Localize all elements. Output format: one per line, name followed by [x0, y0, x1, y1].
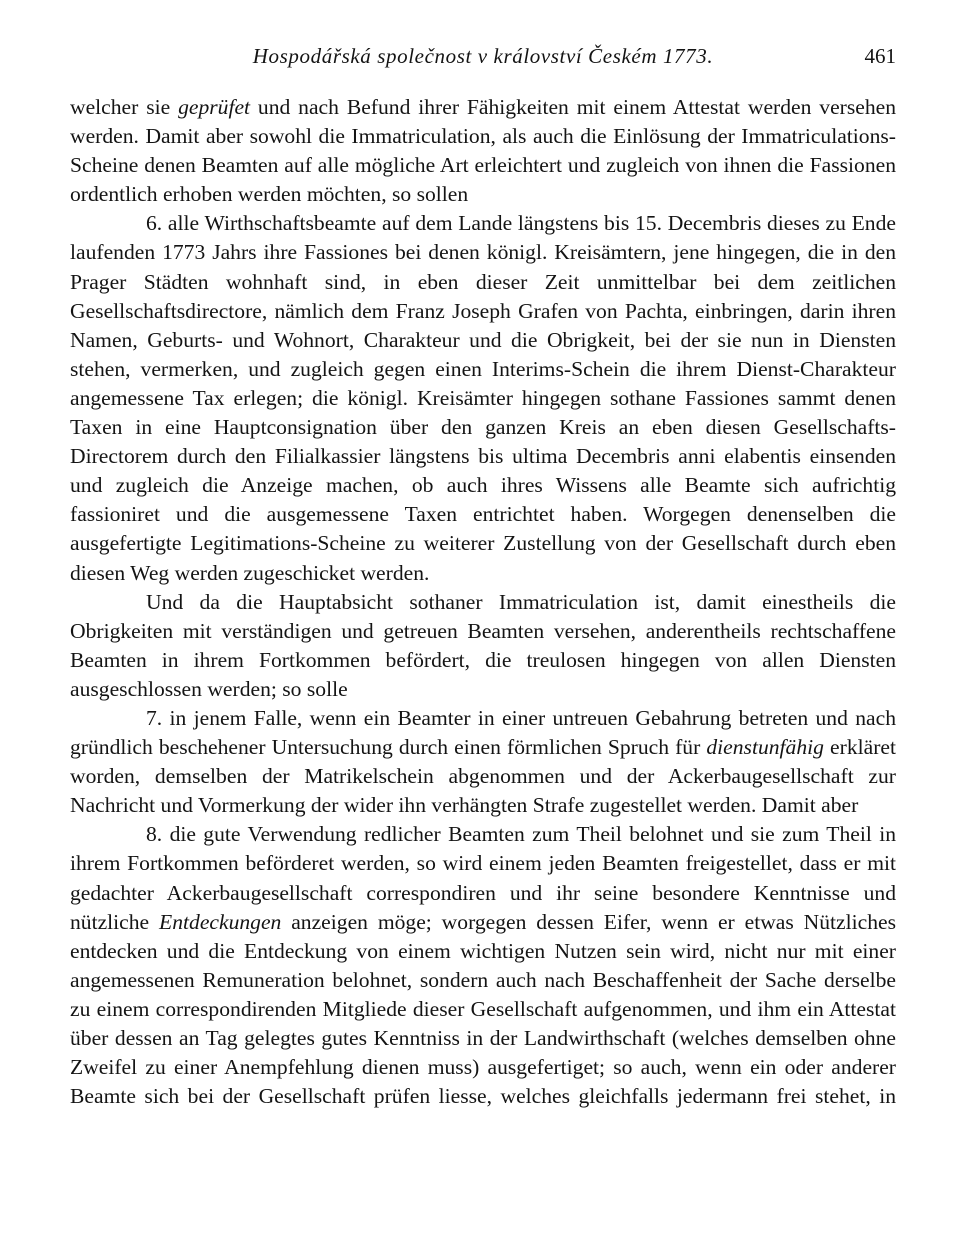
text-run: 7. in jenem Falle, wenn ein Beamter in einer untreuen Gebahrung betreten und nach gründlich beschehener Untersuchung durch einen förmlichen Spruch für: [70, 705, 896, 760]
text-run: 8. die gute Verwendung redlicher Beamten zum Theil belohnet und sie zum Theil in ihrem Fortkommen beförderet werden, so wird einem jeden Beamten freigestellet, dass er mit gedachter Ackerbaugesellschaft correspondiren und ihr seine besondere Kenntnisse und nützliche: [70, 822, 896, 934]
emphasis: Entdeckungen: [159, 909, 282, 934]
text-run: und nach Befund ihrer Fähigkeiten mit einem Attestat werden versehen werden. Damit aber sowohl die Immatriculation, als auch die Einlösung der Immatriculations-Scheine denen Beamten auf alle mögliche Art erleichtert und zugleich von ihnen die Fassionen ordentlich erhoben werden möchten, so sollen: [70, 95, 897, 207]
running-head: [70, 44, 896, 74]
text-run: anzeigen möge; worgegen dessen Eifer, wenn er etwas Nützliches entdecken und die Entdeckung von einem wichtigen Nutzen sein wird, nicht nur mit einer angemessenen Remuneration belohnet, sondern auch nach Beschaffenheit der Sache derselbe zu einem correspondirenden Mitgliede dieser Gesellschaft aufgenommen, und ihm ein Attestat über dessen an Tag gelegtes gutes Kenntniss in der Landwirthschaft (welches demselben ohne Zweifel zu einer Anempfehlung dienen muss) ausgefertiget; so auch, wenn ein oder anderer Beamte sich bei der Gesellschaft prüfen liesse, welches gleichfalls jedermann frei stehet, in: [70, 909, 897, 1109]
paragraph-und-da: Und da die Hauptabsicht sothaner Immatriculation ist, damit einestheils die Obrigkeiten mit verständigen und getreuen Beamten versehen, anderentheils rechtschaffene Beamten in ihrem Fortkommen befördert, die treulosen hingegen von allen Diensten ausgeschlossen werden; so solle: [70, 589, 896, 701]
emphasis: geprüfet: [178, 95, 251, 119]
page-number: 461: [864, 44, 896, 68]
running-title: Hospodářská společnost v království Českém 1773.: [252, 44, 714, 68]
paragraph-continuation: [70, 93, 896, 209]
paragraph-item-7: [70, 704, 896, 820]
body-text: [70, 93, 896, 1111]
text-run: welcher sie: [70, 95, 179, 119]
emphasis: dienstunfähig: [706, 735, 824, 760]
text-run: erkläret worden, demselben der Matrikelschein abgenommen und der Ackerbaugesellschaft zur Nachricht und Vormerkung der wider ihn verhängten Strafe zugestellet werden. Damit aber: [70, 735, 896, 818]
paragraph-item-6: 6. alle Wirthschaftsbeamte auf dem Lande längstens bis 15. Decembris dieses zu Ende laufenden 1773 Jahrs ihre Fassiones bei denen königl. Kreisämtern, jene hingegen, die in den Prager Städten wohnhaft sind, in eben dieser Zeit unmittelbar bei dem zeitlichen Gesellschaftsdirectore, nämlich dem Franz Joseph Grafen von Pachta, einbringen, darin ihren Namen, Geburts- und Wohnort, Charakteur und die Obrigkeit, bei der sie nun in Diensten stehen, vermerken, und zugleich gegen einen Interims-Schein die ihrem Dienst-Charakteur angemessene Tax erlegen; die königl. Kreisämter hingegen sothane Fassiones sammt denen Taxen in eine Hauptconsignation über den ganzen Kreis an eben diesen Gesellschafts-Directorem durch den Filialkassier längstens bis ultima Decembris anni elabentis einsenden und zugleich die Anzeige machen, ob auch ihres Wissens alle Beamte sich aufrichtig fassioniret und die ausgemessene Taxen entrichtet haben. Worgegen denenselben die ausgefertigte Legitimations-Scheine zu weiterer Zustellung von der Gesellschaft durch eben diesen Weg werden zugeschicket werden.: [70, 211, 896, 585]
paragraph-item-8: [70, 820, 896, 1111]
